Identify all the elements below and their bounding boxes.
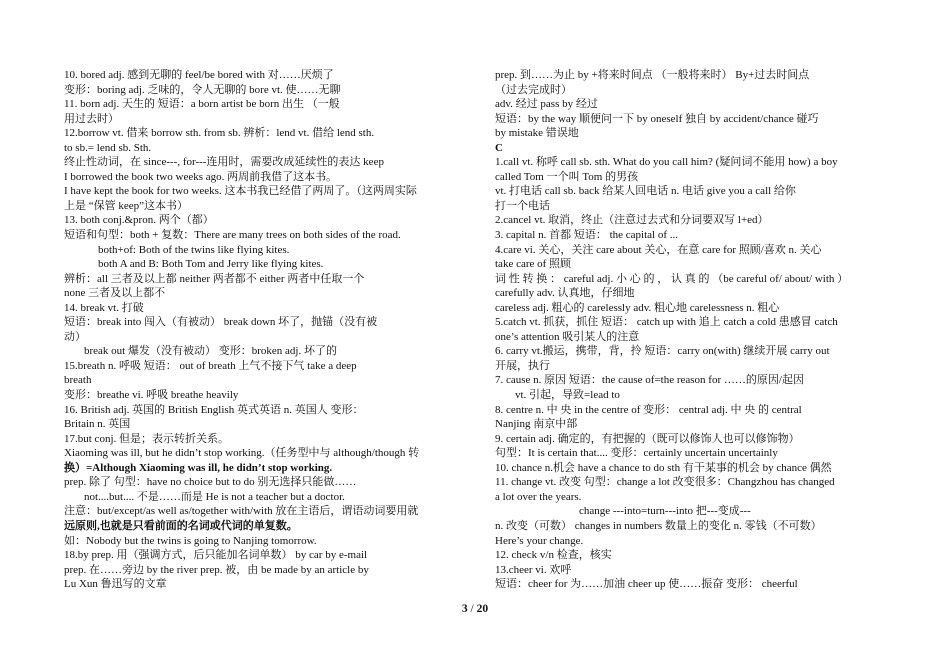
page-separator: / — [467, 603, 477, 615]
text-line: 18.by prep. 用（强调方式，后只能加名词单数） by car by e-mail — [64, 549, 368, 562]
text-line: 3. capital n. 首都 短语： the capital of ... — [495, 229, 678, 242]
right-column — [495, 68, 887, 592]
text-line: 11. born adj. 天生的 短语：a born artist be born 出生 （一般 — [64, 98, 340, 111]
text-line: 13.cheer vi. 欢呼 — [495, 563, 572, 576]
text-line: Here’s your change. — [495, 534, 584, 547]
text-line: 开展，执行 — [495, 359, 550, 372]
text-line: 变形：boring adj. 乏味的，令人无聊的 bore vt. 使……无聊 — [64, 83, 341, 96]
text-line: 14. break vt. 打破 — [64, 301, 144, 314]
text-line: breath — [64, 374, 92, 387]
text-line: n. 改变（可数） changes in numbers 数量上的变化 n. 零钱（不可数） — [495, 519, 822, 532]
text-line: 12. check v/n 检查，核实 — [495, 549, 612, 562]
text-line: 短语和句型：both + 复数：There are many trees on both sides of the road. — [64, 229, 401, 242]
left-column — [64, 68, 456, 592]
text-line: called Tom 一个叫 Tom 的男孩 — [495, 170, 639, 183]
text-line: I borrowed the book two weeks ago. 两周前我借了这本书。 — [64, 170, 338, 183]
text-line: 换）=Although Xiaoming was ill, he didn’t stop working. — [64, 461, 333, 474]
text-line: 1.call vt. 称呼 call sb. sth. What do you call him? (疑问词不能用 how) a boy — [495, 156, 838, 169]
section-heading: C — [495, 141, 503, 154]
text-line: by mistake 错误地 — [495, 127, 579, 140]
text-line: change ---into=turn---into 把---变成--- — [579, 505, 751, 518]
text-line: 远原则,也就是只看前面的名词或代词的单复数。 — [64, 519, 298, 532]
text-line: prep. 在……旁边 by the river prep. 被，由 be made by an article by — [64, 563, 369, 576]
text-line: vt. 打电话 call sb. back 给某人回电话 n. 电话 give you a call 给你 — [495, 185, 796, 198]
text-line: 辨析：all 三者及以上都 neither 两者都不 either 两者中任取一个 — [64, 272, 365, 285]
text-line: careless adj. 粗心的 carelessly adv. 粗心地 carelessness n. 粗心 — [495, 301, 780, 314]
text-line: Xiaoming was ill, but he didn’t stop working.（任务型中与 although/though 转 — [64, 447, 420, 460]
text-line: （过去完成时） — [495, 83, 572, 96]
text-line: both+of: Both of the twins like flying kites. — [98, 243, 290, 256]
text-line: 句型：It is certain that.... 变形：certainly uncertain uncertainly — [495, 447, 778, 460]
text-line: vt. 引起，导致=lead to — [515, 389, 620, 402]
text-line: 6. carry vt.搬运，携带，背，拎 短语：carry on(with) 继续开展 carry out — [495, 345, 830, 358]
text-line: 终止性动词，在 since---, for---连用时，需要改成延续性的表达 keep — [64, 156, 384, 169]
text-line: 打一个电话 — [495, 199, 550, 212]
text-line: carefully adv. 认真地，仔细地 — [495, 287, 635, 300]
text-line: 词 性 转 换 ： careful adj. 小 心 的 ， 认 真 的 （be careful of/ about/ with ） — [495, 272, 849, 285]
text-line: both A and B: Both Tom and Jerry like flying kites. — [98, 258, 324, 271]
text-line: adv. 经过 pass by 经过 — [495, 98, 598, 111]
text-line: 7. cause n. 原因 短语：the cause of=the reason for ……的原因/起因 — [495, 374, 804, 387]
text-line: 用过去时） — [64, 112, 119, 125]
text-line: break out 爆发（没有被动） 变形：broken adj. 坏了的 — [84, 345, 337, 358]
text-line: none 三者及以上都不 — [64, 287, 166, 300]
total-pages: 20 — [476, 603, 489, 615]
text-line: 短语：by the way 顺便问一下 by oneself 独自 by accident/chance 碰巧 — [495, 112, 819, 125]
text-line: 12.borrow vt. 借来 borrow sth. from sb. 辨析：lend vt. 借给 lend sth. — [64, 127, 375, 140]
text-line: Nanjing 南京中部 — [495, 418, 578, 431]
text-line: 短语：break into 闯入（有被动） break down 坏了，抛锚（没有被 — [64, 316, 378, 329]
text-line: to sb.= lend sb. Sth. — [64, 141, 152, 154]
text-line: prep. 到……为止 by +将来时间点 （一般将来时） By+过去时间点 — [495, 69, 810, 81]
text-line: not....but.... 不是……而是 He is not a teacher but a doctor. — [84, 490, 345, 503]
text-line: take care of 照顾 — [495, 258, 572, 271]
text-line: 13. both conj.&pron. 两个（都） — [64, 214, 214, 227]
page-number — [0, 603, 950, 615]
text-line: Britain n. 英国 — [64, 418, 131, 431]
current-page: 3 — [461, 603, 468, 615]
text-line: 8. centre n. 中 央 in the centre of 变形： central adj. 中 央 的 central — [495, 403, 802, 416]
text-line: 2.cancel vt. 取消，终止（注意过去式和分词要双写 l+ed） — [495, 214, 769, 227]
text-line: a lot over the years. — [495, 490, 582, 503]
text-line: 变形：breathe vi. 呼吸 breathe heavily — [64, 389, 239, 402]
text-line: 如：Nobody but the twins is going to Nanjing tomorrow. — [64, 534, 317, 547]
text-line: 10. chance n.机会 have a chance to do sth 有干某事的机会 by chance 偶然 — [495, 461, 832, 474]
text-line: 5.catch vt. 抓获，抓住 短语： catch up with 追上 catch a cold 患感冒 catch — [495, 316, 838, 329]
text-line: prep. 除了 句型：have no choice but to do 别无选择只能做…… — [64, 476, 357, 489]
text-line: 动） — [64, 330, 86, 343]
text-line: 15.breath n. 呼吸 短语： out of breath 上气不接下气 take a deep — [64, 359, 357, 372]
text-line: 4.care vi. 关心，关注 care about 关心，在意 care for 照顾/喜欢 n. 关心 — [495, 243, 822, 256]
text-line: 9. certain adj. 确定的，有把握的（既可以修饰人也可以修饰物） — [495, 432, 800, 445]
text-line: 16. British adj. 英国的 British English 英式英语 n. 英国人 变形： — [64, 403, 364, 416]
text-line: 短语：cheer for 为……加油 cheer up 使……振奋 变形： cheerful — [495, 578, 798, 591]
text-line: 上是 “保管 keep”这本书） — [64, 199, 189, 212]
text-line: one’s attention 吸引某人的注意 — [495, 330, 640, 343]
text-line: 10. bored adj. 感到无聊的 feel/be bored with 对……厌烦了 — [64, 69, 334, 81]
text-line: Lu Xun 鲁迅写的文章 — [64, 578, 167, 591]
text-line: I have kept the book for two weeks. 这本书我已经借了两周了。（这两周实际 — [64, 185, 417, 198]
text-line: 17.but conj. 但是；表示转折关系。 — [64, 432, 229, 445]
text-line: 注意：but/except/as well as/together with/with 放在主语后，谓语动词要用就 — [64, 505, 419, 518]
text-line: 11. change vt. 改变 句型：change a lot 改变很多：Changzhou has changed — [495, 476, 835, 489]
